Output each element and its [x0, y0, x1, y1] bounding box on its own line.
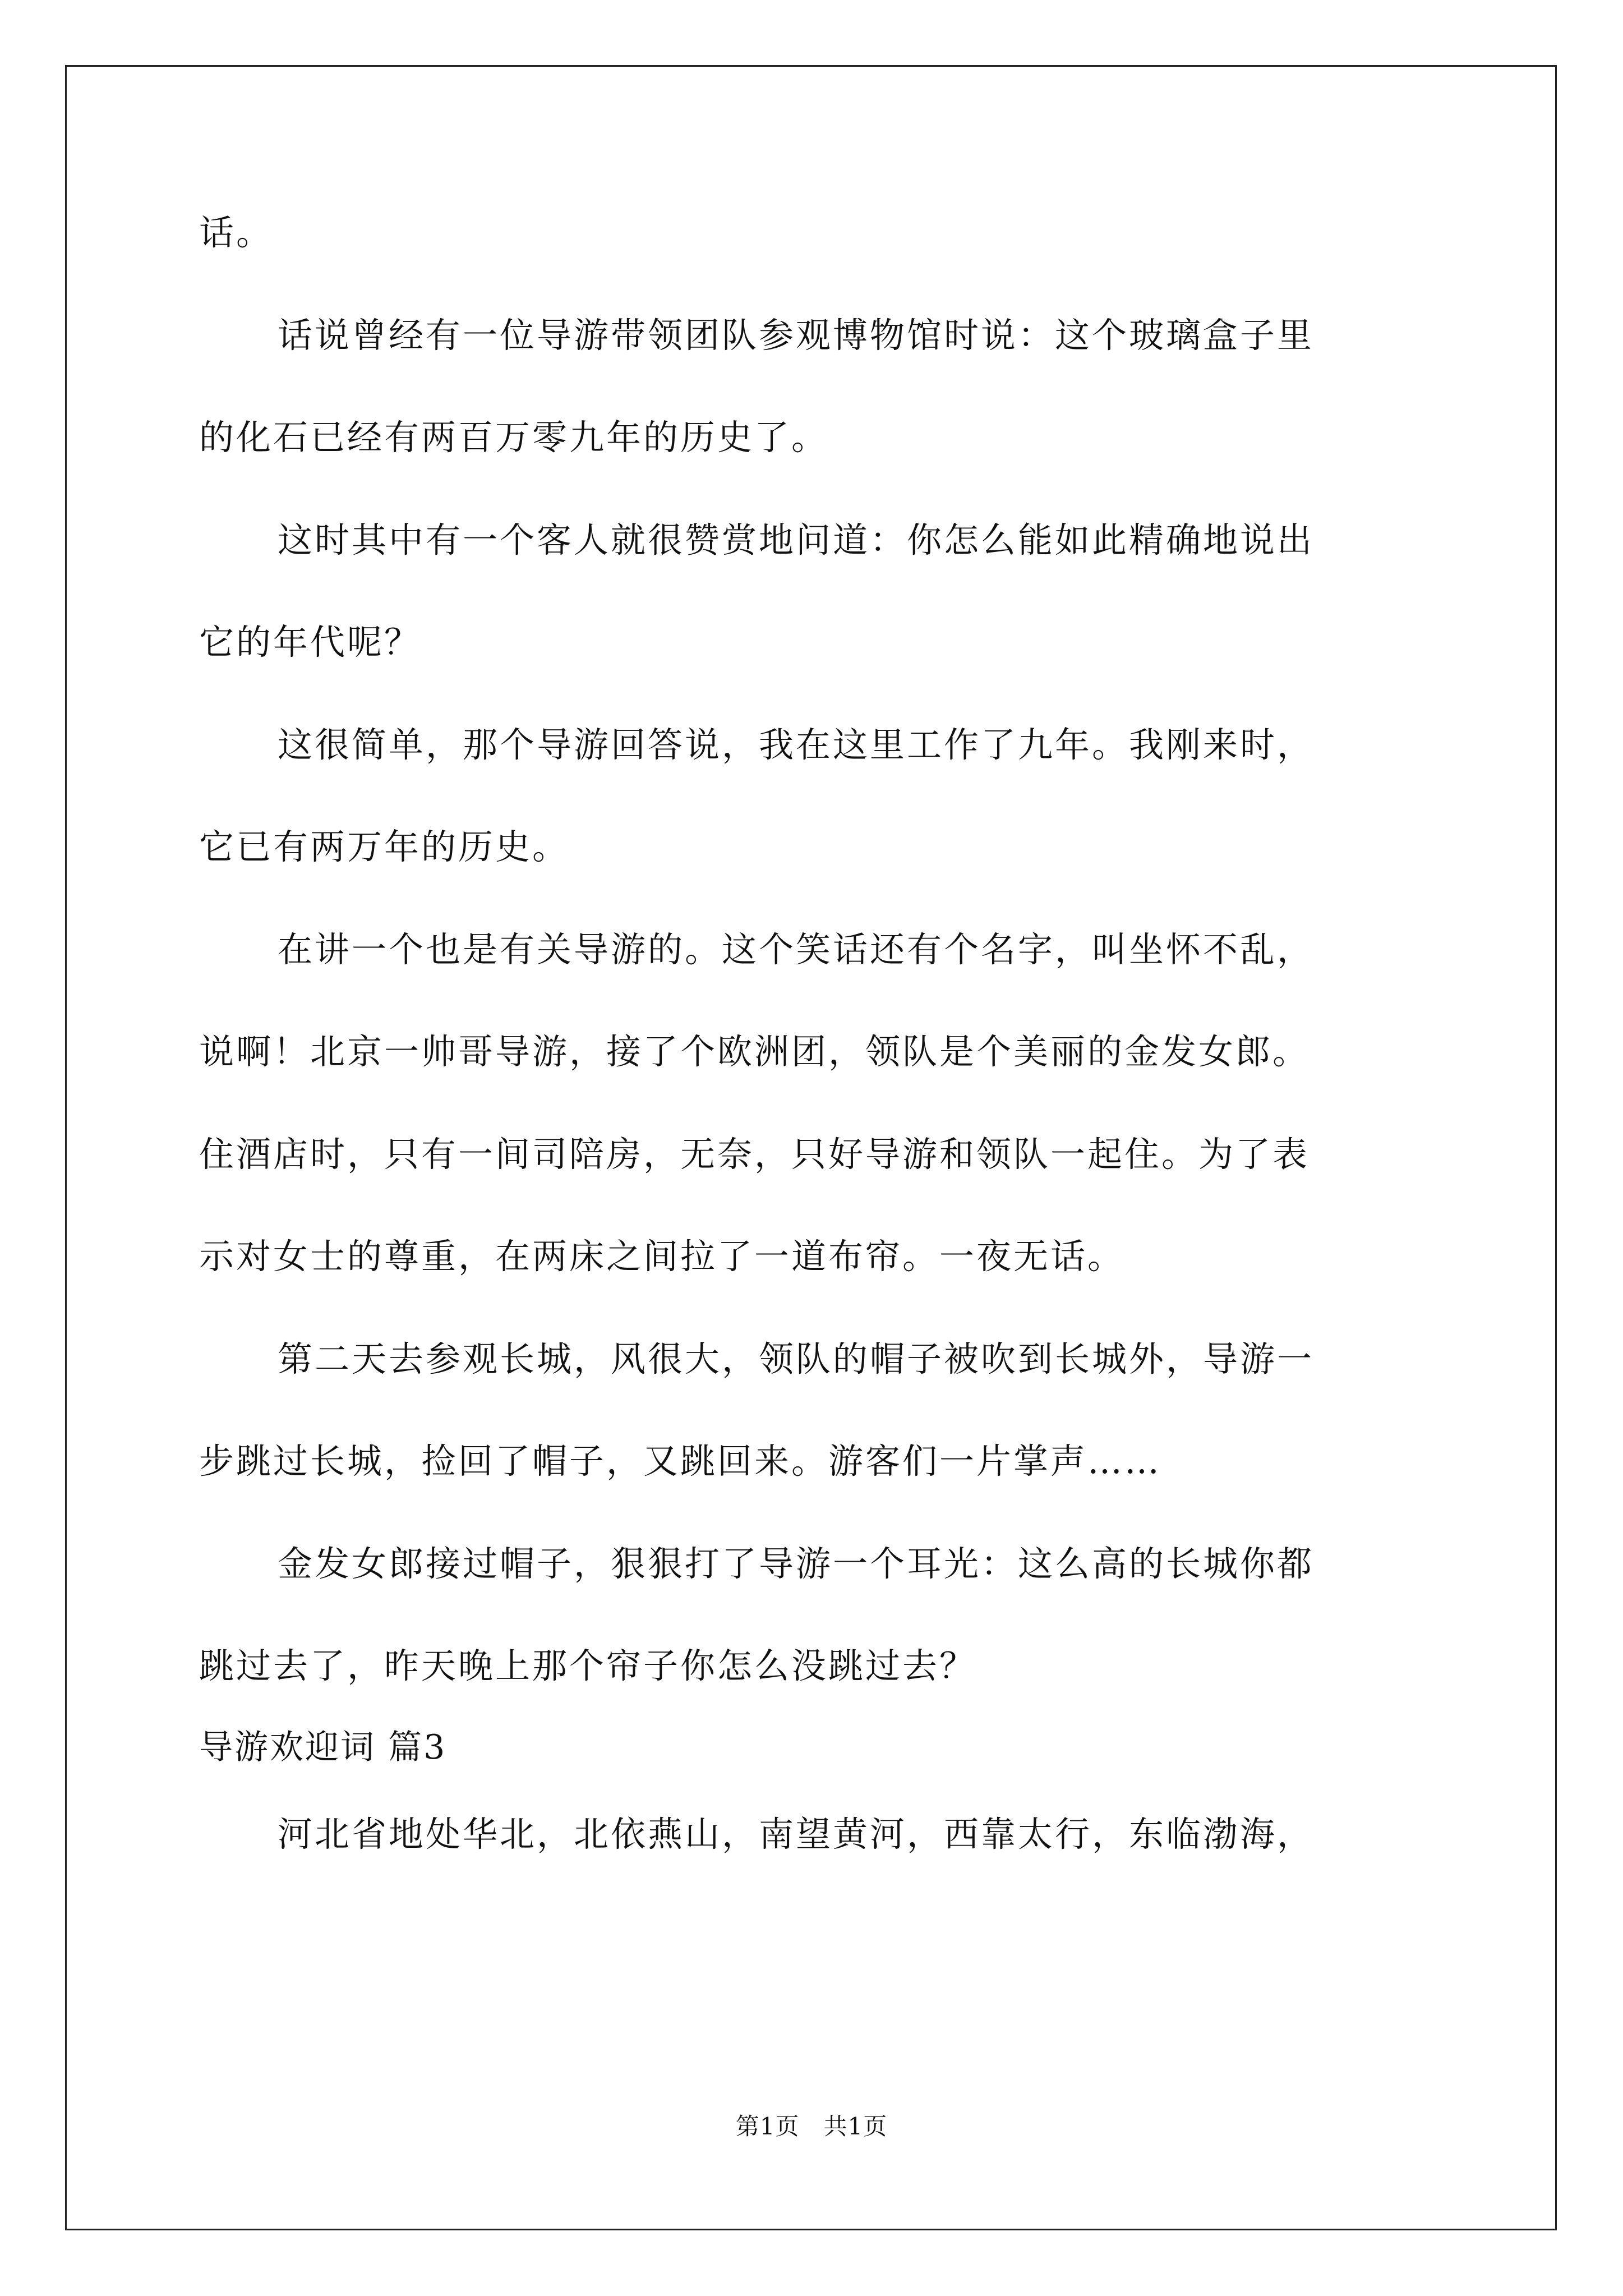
paragraph-line: 它的年代呢？ [199, 622, 422, 662]
paragraph-line: 在讲一个也是有关导游的。这个笑话还有个名字，叫坐怀不乱， [278, 929, 1315, 970]
paragraph-line: 第二天去参观长城，风很大，领队的帽子被吹到长城外，导游一 [278, 1338, 1315, 1379]
paragraph-line: 跳过去了，昨天晚上那个帘子你怎么没跳过去？ [199, 1645, 977, 1686]
paragraph-line: 步跳过长城，捡回了帽子，又跳回来。游客们一片掌声…… [199, 1441, 1162, 1481]
paragraph-line: 的化石已经有两百万零九年的历史了。 [199, 417, 829, 458]
paragraph-line: 说啊！北京一帅哥导游，接了个欧洲团，领队是个美丽的金发女郎。 [199, 1031, 1310, 1072]
paragraph-line: 它已有两万年的历史。 [199, 826, 570, 867]
paragraph-line: 话说曾经有一位导游带领团队参观博物馆时说：这个玻璃盒子里 [278, 315, 1315, 356]
paragraph-line: 住酒店时，只有一间司陪房，无奈，只好导游和领队一起住。为了表 [199, 1134, 1310, 1175]
paragraph-line: 这很简单，那个导游回答说，我在这里工作了九年。我刚来时， [278, 724, 1315, 765]
paragraph-line: 这时其中有一个客人就很赞赏地问道：你怎么能如此精确地说出 [278, 519, 1315, 560]
paragraph-line: 示对女士的尊重，在两床之间拉了一道布帘。一夜无话。 [199, 1236, 1125, 1277]
paragraph-line: 河北省地处华北，北依燕山，南望黄河，西靠太行，东临渤海， [278, 1814, 1315, 1855]
page-footer: 第1页 共1页 [735, 2113, 888, 2140]
paragraph-line: 话。 [199, 212, 274, 253]
paragraph-line: 金发女郎接过帽子，狠狠打了导游一个耳光：这么高的长城你都 [278, 1543, 1315, 1584]
section-heading: 导游欢迎词 篇3 [199, 1728, 447, 1767]
